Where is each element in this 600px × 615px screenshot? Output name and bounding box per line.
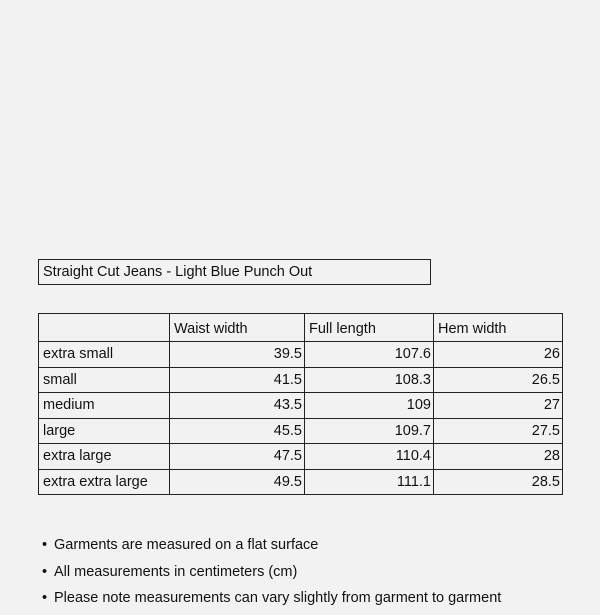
table-header-full-length: Full length: [305, 314, 434, 342]
full-length-value: 110.4: [305, 444, 434, 470]
table-row: [39, 469, 563, 495]
hem-width-value: 27.5: [434, 418, 563, 444]
size-label: medium: [39, 393, 170, 419]
hem-width-value: 27: [434, 393, 563, 419]
size-label: extra small: [39, 342, 170, 368]
table-header-size: [39, 314, 170, 342]
table-row: [39, 393, 563, 419]
list-item: [42, 588, 598, 615]
full-length-value: 109: [305, 393, 434, 419]
table-header-hem-width: Hem width: [434, 314, 563, 342]
full-length-value: 108.3: [305, 367, 434, 393]
full-length-value: 111.1: [305, 469, 434, 495]
full-length-value: 109.7: [305, 418, 434, 444]
size-chart-title: Straight Cut Jeans - Light Blue Punch Out: [38, 259, 431, 285]
full-length-value: 107.6: [305, 342, 434, 368]
waist-width-value: 45.5: [170, 418, 305, 444]
measurement-notes: [42, 535, 598, 615]
table-header-row: [39, 314, 563, 342]
table-row: [39, 444, 563, 470]
hem-width-value: 28: [434, 444, 563, 470]
waist-width-value: 41.5: [170, 367, 305, 393]
hem-width-value: 26.5: [434, 367, 563, 393]
table-row: [39, 367, 563, 393]
size-chart-table: [38, 313, 563, 495]
note-text: Please note measurements can vary slightly from garment to garment: [54, 590, 502, 606]
size-label: extra extra large: [39, 469, 170, 495]
size-label: small: [39, 367, 170, 393]
note-text: All measurements in centimeters (cm): [54, 563, 298, 580]
bullet-icon: •: [42, 590, 48, 606]
table-row: [39, 418, 563, 444]
list-item: [42, 535, 598, 562]
waist-width-value: 39.5: [170, 342, 305, 368]
table-header-waist-width: Waist width: [170, 314, 305, 342]
size-label: large: [39, 418, 170, 444]
list-item: [42, 562, 598, 589]
size-label: extra large: [39, 444, 170, 470]
bullet-icon: •: [42, 563, 48, 580]
hem-width-value: 26: [434, 342, 563, 368]
bullet-icon: •: [42, 537, 48, 553]
waist-width-value: 49.5: [170, 469, 305, 495]
hem-width-value: 28.5: [434, 469, 563, 495]
note-text: Garments are measured on a flat surface: [54, 537, 319, 553]
waist-width-value: 43.5: [170, 393, 305, 419]
table-row: [39, 342, 563, 368]
waist-width-value: 47.5: [170, 444, 305, 470]
